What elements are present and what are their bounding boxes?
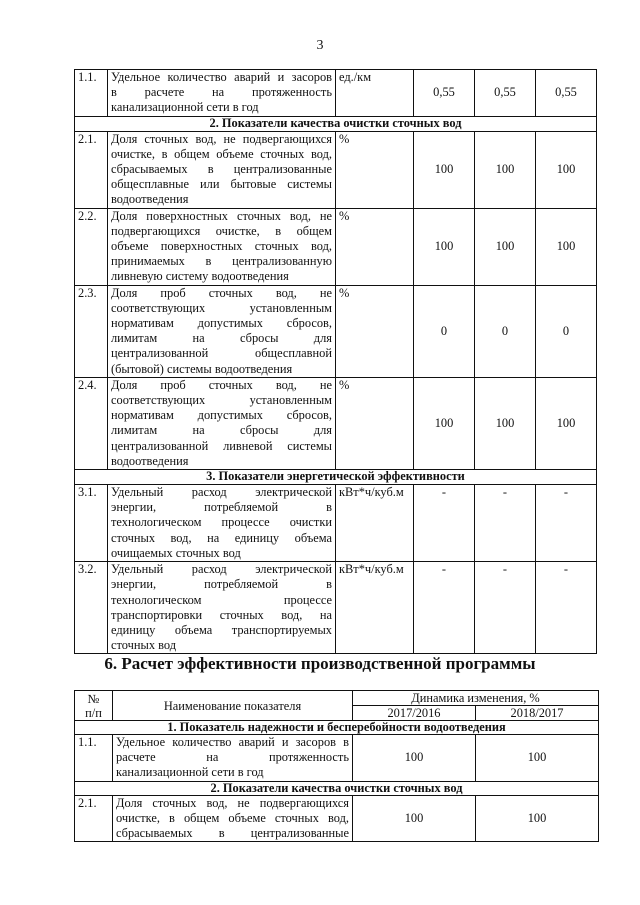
indicator-name-line: водоотведения: [111, 453, 189, 468]
indicator-name-line: сточных вод: [111, 638, 177, 653]
col-header-number: [75, 691, 113, 721]
indicator-name-line: принимаемых в централизованную: [111, 254, 332, 269]
indicator-name-line: очистке, в общем объеме сточных вод,: [116, 810, 349, 825]
row-number: 3.2.: [75, 562, 108, 654]
table-row: [75, 485, 597, 562]
indicator-name-line: объеме поверхностных сточных вод,: [111, 239, 332, 254]
indicator-name: [113, 735, 353, 782]
indicator-name-line: водоотведения: [111, 192, 189, 207]
indicator-name-line: транспортировки сточных вод, на: [111, 607, 332, 622]
row-number: 2.2.: [75, 208, 108, 285]
indicator-name: [108, 70, 336, 117]
efficiency-table: [74, 690, 599, 842]
col-header-dynamics: Динамика изменения, %: [353, 691, 599, 706]
value-cell: 100: [476, 795, 599, 842]
value-cell: 0,55: [414, 70, 475, 117]
table-row: [75, 735, 599, 782]
page-number: 3: [316, 38, 324, 53]
indicator-name-line: Удельное количество аварий и засоров: [111, 70, 332, 84]
value-cell: 100: [475, 131, 536, 208]
section-row: [75, 721, 599, 735]
value-cell: 0: [475, 285, 536, 377]
value-cell: 100: [414, 377, 475, 469]
indicator-name-line: энергии, потребляемой в: [111, 500, 332, 515]
indicator-name-line: нормативам допустимых сбросов,: [111, 408, 332, 423]
row-number: 2.3.: [75, 285, 108, 377]
indicator-name: [108, 485, 336, 562]
indicator-name-line: лимитам на сбросы для: [111, 331, 332, 346]
indicator-name-line: сточных вод, на единицу объема: [111, 530, 332, 545]
indicator-name-line: технологическом процессе: [111, 592, 332, 607]
unit: %: [336, 131, 414, 208]
indicator-name-line: централизованной ливневой системы: [111, 438, 332, 453]
indicator-name-line: лимитам на сбросы для: [111, 423, 332, 438]
indicator-name-line: Доля проб сточных вод, не: [111, 285, 332, 300]
indicator-name-line: энергии, потребляемой в: [111, 577, 332, 592]
indicator-name-line: канализационной сети в год: [111, 100, 259, 115]
table-row: [75, 131, 597, 208]
indicator-name-line: очистке, в общем объеме сточных вод,: [111, 146, 332, 161]
unit: %: [336, 285, 414, 377]
indicator-name-line: ливневую систему водоотведения: [111, 269, 289, 284]
row-number: 2.4.: [75, 377, 108, 469]
table-row: [75, 208, 597, 285]
value-cell: 100: [536, 208, 597, 285]
col-header-name: Наименование показателя: [113, 691, 353, 721]
section-row: [75, 781, 599, 795]
table-row: [75, 285, 597, 377]
indicator-name-line: нормативам допустимых сбросов,: [111, 316, 332, 331]
row-number: 3.1.: [75, 485, 108, 562]
value-cell: 100: [475, 208, 536, 285]
value-cell: 100: [475, 377, 536, 469]
indicator-name: [108, 562, 336, 654]
value-cell: 100: [353, 735, 476, 782]
section-heading: 6. Расчет эффективности производственной программы: [104, 654, 536, 673]
unit: ед./км: [336, 70, 414, 117]
indicator-name-line: расчете на протяженность: [116, 750, 349, 765]
indicator-name-line: Доля проб сточных вод, не: [111, 377, 332, 392]
unit: кВт*ч/куб.м: [336, 485, 414, 562]
section-row: [75, 470, 597, 485]
value-cell: 100: [476, 735, 599, 782]
indicator-name-line: соответствующих установленным: [111, 300, 332, 315]
value-cell: 100: [414, 208, 475, 285]
indicator-name-line: Доля сточных вод, не подвергающихся: [111, 131, 332, 146]
indicator-name: [113, 795, 353, 842]
value-cell: 100: [353, 795, 476, 842]
indicator-name-line: сбрасываемых в централизованные: [111, 162, 332, 177]
value-cell: -: [475, 562, 536, 654]
table-row: [75, 795, 599, 842]
indicator-name-line: Доля сточных вод, не подвергающихся: [116, 795, 349, 810]
indicator-name: [108, 377, 336, 469]
indicator-name-line: очищаемых сточных вод: [111, 545, 241, 560]
value-cell: 0: [536, 285, 597, 377]
col-header-number-bottom: п/п: [85, 705, 102, 720]
indicator-name-line: Удельный расход электрической: [111, 485, 332, 500]
indicator-name-line: подвергающихся очистке, в общем: [111, 223, 332, 238]
value-cell: 0,55: [475, 70, 536, 117]
row-number: 2.1.: [75, 131, 108, 208]
value-cell: 100: [414, 131, 475, 208]
table-row: [75, 377, 597, 469]
row-number: 1.1.: [75, 70, 108, 117]
col-header-2017-2016: 2017/2016: [353, 706, 476, 721]
indicator-name-line: технологическом процессе очистки: [111, 515, 332, 530]
unit: кВт*ч/куб.м: [336, 562, 414, 654]
indicator-name-line: соответствующих установленным: [111, 393, 332, 408]
indicator-name-line: сбрасываемых в централизованные: [116, 826, 349, 841]
indicator-name-line: единицу объема транспортируемых: [111, 622, 332, 637]
value-cell: 0,55: [536, 70, 597, 117]
indicator-name-line: Доля поверхностных сточных вод, не: [111, 208, 332, 223]
indicators-table: [74, 69, 597, 654]
section-row: [75, 116, 597, 131]
value-cell: 100: [536, 377, 597, 469]
table-row: [75, 562, 597, 654]
value-cell: 100: [536, 131, 597, 208]
section-title: 2. Показатели качества очистки сточных вод: [75, 781, 599, 795]
indicator-name-line: централизованной общесплавной: [111, 346, 332, 361]
value-cell: 0: [414, 285, 475, 377]
value-cell: -: [536, 562, 597, 654]
row-number: 2.1.: [75, 795, 113, 842]
indicator-name-line: (бытовой) системы водоотведения: [111, 361, 293, 376]
indicator-name-line: канализационной сети в год: [116, 765, 264, 780]
value-cell: -: [475, 485, 536, 562]
indicator-name-line: в расчете на протяженность: [111, 85, 332, 100]
unit: %: [336, 377, 414, 469]
value-cell: -: [414, 562, 475, 654]
col-header-2018-2017: 2018/2017: [476, 706, 599, 721]
section-title: 2. Показатели качества очистки сточных вод: [75, 116, 597, 131]
value-cell: -: [414, 485, 475, 562]
section-title: 3. Показатели энергетической эффективности: [75, 470, 597, 485]
value-cell: -: [536, 485, 597, 562]
indicator-name-line: общесплавные или бытовые системы: [111, 177, 332, 192]
col-header-number-top: №: [87, 691, 100, 706]
indicator-name-line: Удельное количество аварий и засоров в: [116, 735, 349, 749]
indicator-name: [108, 131, 336, 208]
table-row: [75, 70, 597, 117]
indicator-name: [108, 208, 336, 285]
indicator-name-line: Удельный расход электрической: [111, 562, 332, 577]
section-title: 1. Показатель надежности и бесперебойности водоотведения: [75, 721, 599, 735]
indicator-name: [108, 285, 336, 377]
row-number: 1.1.: [75, 735, 113, 782]
unit: %: [336, 208, 414, 285]
